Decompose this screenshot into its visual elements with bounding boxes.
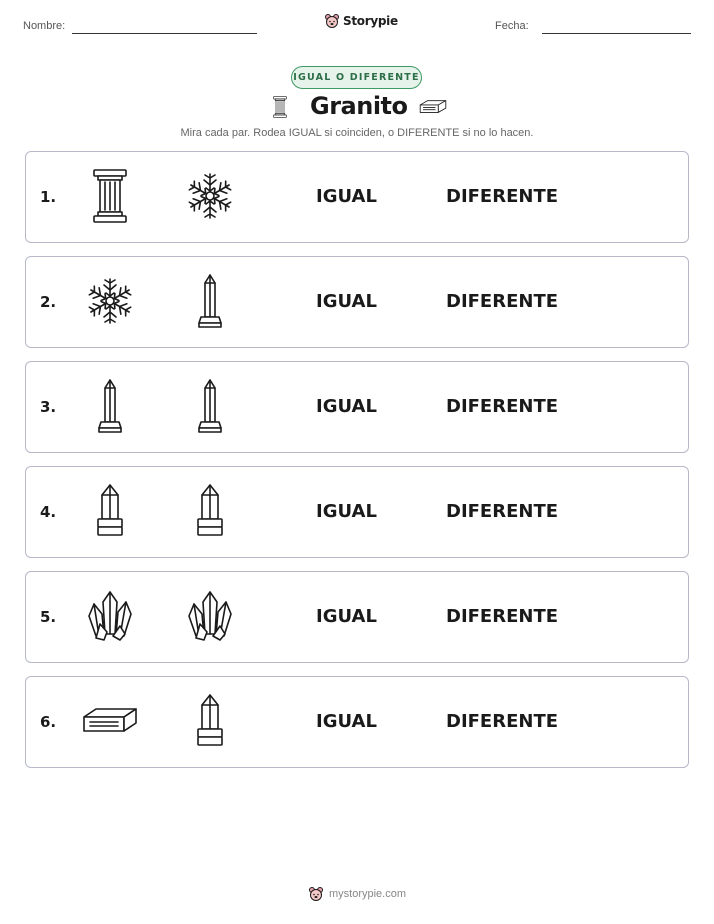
- exercise-row: [25, 151, 689, 243]
- crystal-cluster-icon: [180, 586, 240, 646]
- crystal-pillar-icon: [180, 481, 240, 541]
- crystal-pillar-icon: [80, 481, 140, 541]
- instructions: Mira cada par. Rodea IGUAL si coinciden, o DIFERENTE si no lo hacen.: [180, 127, 534, 139]
- bear-icon: [308, 886, 324, 902]
- bear-icon: [324, 13, 340, 29]
- footer: [0, 886, 714, 902]
- row-number: 3.: [40, 398, 57, 416]
- row-number: 1.: [40, 188, 57, 206]
- sarcophagus-icon: [417, 94, 449, 118]
- option-same[interactable]: IGUAL: [316, 711, 377, 732]
- crystal-pillar-icon: [180, 691, 240, 751]
- row-number: 6.: [40, 713, 57, 731]
- option-different[interactable]: DIFERENTE: [446, 711, 559, 732]
- option-same[interactable]: IGUAL: [316, 606, 377, 627]
- row-number: 5.: [40, 608, 57, 626]
- option-different[interactable]: DIFERENTE: [446, 291, 559, 312]
- activity-badge: IGUAL O DIFERENTE: [291, 66, 422, 89]
- option-different[interactable]: DIFERENTE: [446, 501, 559, 522]
- exercise-row: [25, 466, 689, 558]
- obelisk-icon: [180, 271, 240, 331]
- date-label: Fecha:: [495, 20, 529, 32]
- obelisk-icon: [80, 376, 140, 436]
- option-same[interactable]: IGUAL: [316, 186, 377, 207]
- obelisk-icon: [180, 376, 240, 436]
- name-label: Nombre:: [23, 20, 66, 32]
- brand-logo: [324, 13, 398, 29]
- crystal-cluster-icon: [80, 586, 140, 646]
- exercise-row: [25, 361, 689, 453]
- snowflake-icon: [180, 166, 240, 226]
- option-same[interactable]: IGUAL: [316, 396, 377, 417]
- option-different[interactable]: DIFERENTE: [446, 606, 559, 627]
- snowflake-icon: [80, 271, 140, 331]
- footer-url: mystorypie.com: [328, 888, 407, 900]
- exercise-row: [25, 676, 689, 768]
- option-different[interactable]: DIFERENTE: [446, 186, 559, 207]
- name-field[interactable]: [72, 33, 257, 34]
- brand-name: Storypie: [343, 14, 398, 28]
- exercise-row: [25, 571, 689, 663]
- option-different[interactable]: DIFERENTE: [446, 396, 559, 417]
- option-same[interactable]: IGUAL: [316, 291, 377, 312]
- option-same[interactable]: IGUAL: [316, 501, 377, 522]
- page-title: Granito: [310, 92, 408, 120]
- sarcophagus-icon: [80, 691, 140, 751]
- row-number: 4.: [40, 503, 57, 521]
- row-number: 2.: [40, 293, 57, 311]
- column-icon: [268, 91, 292, 123]
- date-field[interactable]: [542, 33, 691, 34]
- title-row: [0, 90, 714, 126]
- exercise-row: [25, 256, 689, 348]
- column-icon: [80, 166, 140, 226]
